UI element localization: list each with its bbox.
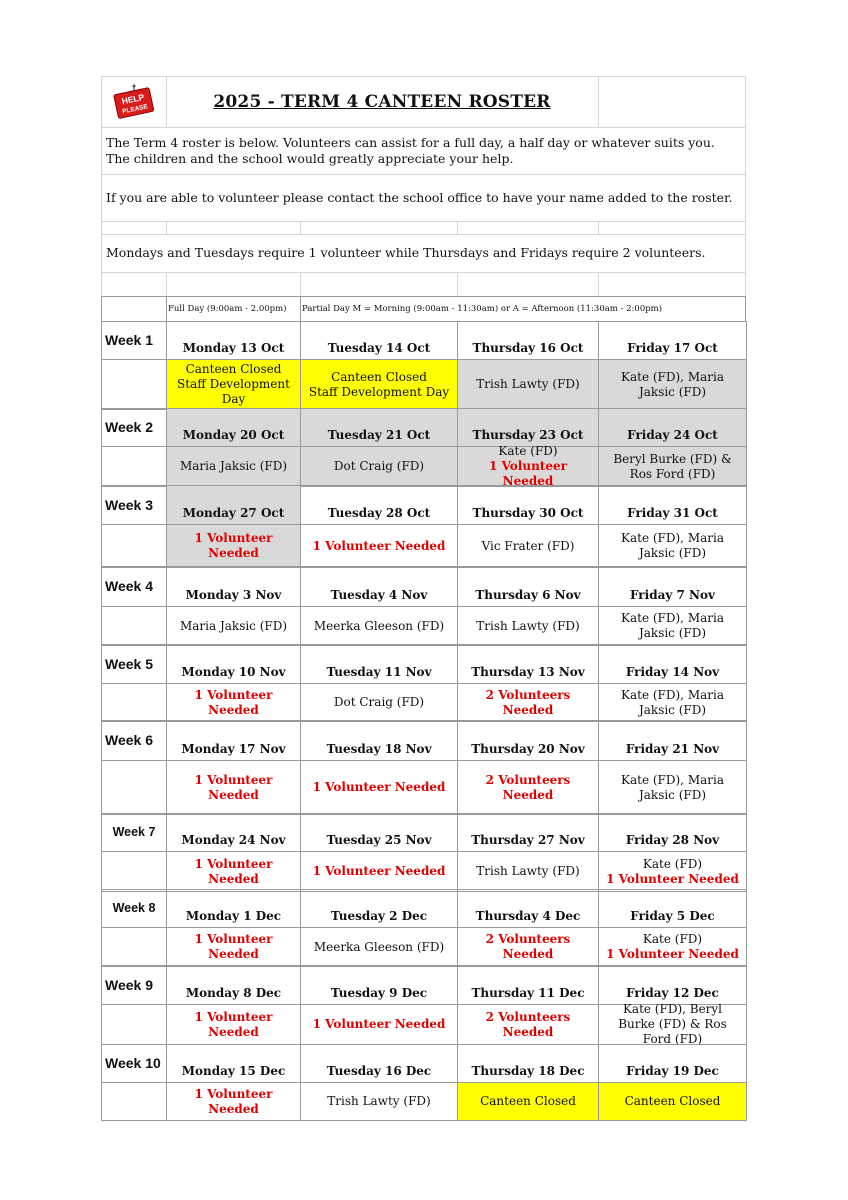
- day-header-cell: Monday 3 Nov: [166, 566, 301, 607]
- roster-entry-cell: [300, 1082, 458, 1121]
- roster-entry-text: Maria Jaksic (FD): [179, 618, 288, 633]
- week-label: Week 5: [101, 644, 167, 684]
- roster-entry-cell: [598, 683, 747, 722]
- day-header-cell: Thursday 18 Dec: [457, 1044, 599, 1083]
- roster-entry-cell: [598, 851, 747, 892]
- roster-entry-cell: [598, 1082, 747, 1121]
- roster-entry-text: Staff Development Day: [308, 384, 450, 399]
- day-header-cell: Friday 5 Dec: [598, 889, 747, 928]
- roster-entry-cell: [457, 760, 599, 815]
- week-label: Week 1: [101, 321, 167, 360]
- roster-entry-text: Vic Frater (FD): [481, 538, 575, 553]
- help-please-logo: [112, 84, 156, 120]
- roster-entry-cell: [166, 683, 301, 722]
- roster-entry-cell: [457, 359, 599, 410]
- spacer-cell: [300, 272, 458, 297]
- week-blank-cell: [101, 927, 167, 967]
- roster-entry-cell: [300, 1004, 458, 1045]
- roster-entry-text: Kate (FD), Beryl Burke (FD) & Ros Ford (FD): [618, 1002, 727, 1046]
- roster-entry-text: Meerka Gleeson (FD): [313, 618, 445, 633]
- roster-entry-cell: [166, 1082, 301, 1121]
- roster-entry-cell: [166, 524, 301, 568]
- volunteer-needed-text: 1 Volunteer Needed: [312, 780, 446, 794]
- roster-entry-cell: [300, 359, 458, 410]
- day-header-cell: Friday 31 Oct: [598, 485, 747, 525]
- roster-entry-text: Kate (FD), Maria Jaksic (FD): [621, 611, 724, 640]
- roster-entry-cell: [457, 446, 599, 487]
- week-blank-cell: [101, 446, 167, 487]
- spacer-cell: [101, 272, 167, 297]
- day-header-cell: Friday 24 Oct: [598, 408, 747, 447]
- roster-entry-cell: [300, 927, 458, 967]
- roster-entry-text: Kate (FD): [642, 856, 703, 871]
- volunteer-needed-text: 1 Volunteer Needed: [194, 932, 273, 961]
- day-header-cell: Monday 1 Dec: [166, 889, 301, 928]
- week-label: Week 3: [101, 485, 167, 525]
- spacer-cell: [300, 221, 458, 235]
- week-blank-cell: [101, 851, 167, 892]
- roster-entry-cell: [598, 760, 747, 815]
- volunteer-needed-text: 1 Volunteer Needed: [194, 772, 273, 802]
- day-header-cell: Thursday 30 Oct: [457, 485, 599, 525]
- day-header-cell: Thursday 16 Oct: [457, 321, 599, 360]
- day-header-cell: Tuesday 28 Oct: [300, 485, 458, 525]
- roster-entry-cell: [166, 446, 301, 487]
- contact-paragraph: If you are able to volunteer please contact the school office to have your name added to the roster.: [101, 174, 746, 222]
- volunteer-needed-text: 1 Volunteer Needed: [312, 538, 446, 553]
- spacer-cell: [457, 272, 599, 297]
- roster-entry-text: Staff Development Day: [177, 377, 290, 406]
- intro-paragraph: The Term 4 roster is below. Volunteers can assist for a full day, a half day or whatever suits you. The children and the school would greatly appreciate your help.: [101, 127, 746, 175]
- day-header-cell: Tuesday 4 Nov: [300, 566, 458, 607]
- roster-entry-cell: [457, 606, 599, 646]
- week-label: Week 7: [101, 813, 167, 852]
- roster-entry-text: Canteen Closed: [624, 1094, 721, 1108]
- day-header-cell: Monday 13 Oct: [166, 321, 301, 360]
- week-blank-cell: [101, 1082, 167, 1121]
- day-header-cell: Monday 20 Oct: [166, 408, 301, 447]
- volunteer-needed-text: 1 Volunteer Needed: [312, 1017, 446, 1031]
- week-blank-cell: [101, 760, 167, 815]
- day-header-cell: Tuesday 21 Oct: [300, 408, 458, 447]
- requirements-paragraph: Mondays and Tuesdays require 1 volunteer while Thursdays and Fridays require 2 volunteers.: [101, 234, 746, 273]
- spacer-cell: [166, 221, 301, 235]
- roster-entry-cell: [457, 524, 599, 568]
- roster-entry-text: Kate (FD), Maria Jaksic (FD): [621, 772, 724, 802]
- roster-entry-cell: [598, 524, 747, 568]
- day-header-cell: Thursday 23 Oct: [457, 408, 599, 447]
- roster-entry-text: Kate (FD): [642, 932, 703, 946]
- day-header-cell: Thursday 11 Dec: [457, 965, 599, 1005]
- roster-entry-cell: [598, 359, 747, 410]
- roster-entry-text: Canteen Closed: [480, 1094, 576, 1108]
- day-header-cell: Thursday 20 Nov: [457, 720, 599, 761]
- roster-entry-text: Dot Craig (FD): [333, 695, 425, 709]
- day-header-cell: Monday 10 Nov: [166, 644, 301, 684]
- roster-entry-text: Meerka Gleeson (FD): [313, 939, 445, 954]
- spacer-cell: [101, 221, 167, 235]
- day-header-cell: Friday 28 Nov: [598, 813, 747, 852]
- week-blank-cell: [101, 606, 167, 646]
- week-label: Week 10: [101, 1044, 167, 1083]
- day-header-cell: Friday 17 Oct: [598, 321, 747, 360]
- svg-text:PLEASE: PLEASE: [121, 103, 149, 116]
- roster-entry-text: Kate (FD), Maria Jaksic (FD): [621, 531, 724, 560]
- roster-entry-text: Trish Lawty (FD): [476, 377, 580, 391]
- roster-entry-text: Trish Lawty (FD): [476, 864, 580, 878]
- day-header-cell: Monday 27 Oct: [166, 485, 301, 525]
- day-header-cell: Friday 19 Dec: [598, 1044, 747, 1083]
- roster-entry-cell: [166, 851, 301, 892]
- day-header-cell: Thursday 13 Nov: [457, 644, 599, 684]
- volunteer-needed-text: 2 Volunteers Needed: [485, 687, 571, 717]
- roster-entry-cell: [300, 446, 458, 487]
- day-header-cell: Tuesday 14 Oct: [300, 321, 458, 360]
- roster-entry-text: Kate (FD): [498, 444, 558, 458]
- volunteer-needed-text: 1 Volunteer Needed: [194, 1086, 273, 1116]
- legend-partial-day: Partial Day M = Morning (9:00am - 11:30am) or A = Afternoon (11:30am - 2:00pm): [300, 296, 746, 322]
- roster-entry-cell: [300, 760, 458, 815]
- legend-blank-cell: [101, 296, 167, 322]
- roster-entry-cell: [300, 683, 458, 722]
- roster-entry-cell: [166, 1004, 301, 1045]
- roster-entry-cell: [598, 927, 747, 967]
- roster-entry-cell: [598, 606, 747, 646]
- day-header-cell: Tuesday 9 Dec: [300, 965, 458, 1005]
- roster-entry-cell: [457, 683, 599, 722]
- volunteer-needed-text: 2 Volunteers Needed: [485, 1009, 571, 1039]
- roster-entry-text: Trish Lawty (FD): [327, 1094, 431, 1108]
- spacer-cell: [598, 272, 746, 297]
- roster-entry-text: Maria Jaksic (FD): [179, 459, 288, 473]
- day-header-cell: Monday 24 Nov: [166, 813, 301, 852]
- week-blank-cell: [101, 1004, 167, 1045]
- volunteer-needed-text: 1 Volunteer Needed: [194, 531, 273, 560]
- roster-entry-cell: [166, 359, 301, 410]
- volunteer-needed-text: 2 Volunteers Needed: [485, 772, 571, 802]
- volunteer-needed-text: 1 Volunteer Needed: [489, 459, 567, 488]
- volunteer-needed-text: 1 Volunteer Needed: [194, 687, 273, 717]
- day-header-cell: Friday 14 Nov: [598, 644, 747, 684]
- day-header-cell: Monday 17 Nov: [166, 720, 301, 761]
- day-header-cell: Friday 12 Dec: [598, 965, 747, 1005]
- svg-text:HELP: HELP: [120, 91, 146, 107]
- week-label: Week 6: [101, 720, 167, 761]
- roster-entry-cell: [457, 851, 599, 892]
- day-header-cell: Tuesday 25 Nov: [300, 813, 458, 852]
- legend-full-day: Full Day (9:00am - 2.00pm): [166, 296, 301, 322]
- week-label: Week 8: [101, 889, 167, 928]
- day-header-cell: Tuesday 11 Nov: [300, 644, 458, 684]
- day-header-cell: Thursday 27 Nov: [457, 813, 599, 852]
- day-header-cell: Tuesday 2 Dec: [300, 889, 458, 928]
- roster-entry-text: Canteen Closed: [331, 369, 427, 384]
- day-header-cell: Friday 21 Nov: [598, 720, 747, 761]
- volunteer-needed-text: 1 Volunteer Needed: [606, 947, 739, 961]
- roster-entry-text: Canteen Closed: [185, 362, 282, 376]
- roster-entry-cell: [166, 927, 301, 967]
- roster-entry-cell: [598, 446, 747, 487]
- roster-entry-cell: [598, 1004, 747, 1045]
- day-header-cell: Tuesday 18 Nov: [300, 720, 458, 761]
- week-blank-cell: [101, 359, 167, 410]
- roster-entry-text: Kate (FD), Maria Jaksic (FD): [621, 369, 724, 399]
- volunteer-needed-text: 1 Volunteer Needed: [194, 856, 273, 886]
- day-header-cell: Monday 15 Dec: [166, 1044, 301, 1083]
- page-title: 2025 - TERM 4 CANTEEN ROSTER: [166, 76, 599, 128]
- roster-entry-cell: [457, 927, 599, 967]
- spacer-cell: [166, 272, 301, 297]
- week-blank-cell: [101, 683, 167, 722]
- volunteer-needed-text: 1 Volunteer Needed: [194, 1009, 273, 1039]
- week-label: Week 9: [101, 965, 167, 1005]
- day-header-cell: Thursday 4 Dec: [457, 889, 599, 928]
- roster-entry-cell: [300, 524, 458, 568]
- week-label: Week 4: [101, 566, 167, 607]
- day-header-cell: Tuesday 16 Dec: [300, 1044, 458, 1083]
- day-header-cell: Friday 7 Nov: [598, 566, 747, 607]
- roster-entry-cell: [300, 851, 458, 892]
- week-label: Week 2: [101, 408, 167, 447]
- day-header-cell: Thursday 6 Nov: [457, 566, 599, 607]
- roster-entry-text: Dot Craig (FD): [333, 459, 425, 473]
- roster-entry-text: Trish Lawty (FD): [476, 618, 580, 633]
- day-header-cell: Monday 8 Dec: [166, 965, 301, 1005]
- spacer-cell: [598, 221, 746, 235]
- roster-entry-text: Beryl Burke (FD) & Ros Ford (FD): [613, 451, 732, 481]
- roster-entry-cell: [457, 1004, 599, 1045]
- volunteer-needed-text: 1 Volunteer Needed: [606, 871, 739, 886]
- roster-entry-text: Kate (FD), Maria Jaksic (FD): [621, 687, 724, 717]
- week-blank-cell: [101, 524, 167, 568]
- roster-entry-cell: [166, 760, 301, 815]
- header-blank-cell: [598, 76, 746, 128]
- spacer-cell: [457, 221, 599, 235]
- volunteer-needed-text: 2 Volunteers Needed: [485, 932, 571, 961]
- roster-entry-cell: [166, 606, 301, 646]
- roster-entry-cell: [300, 606, 458, 646]
- roster-entry-cell: [457, 1082, 599, 1121]
- volunteer-needed-text: 1 Volunteer Needed: [312, 864, 446, 878]
